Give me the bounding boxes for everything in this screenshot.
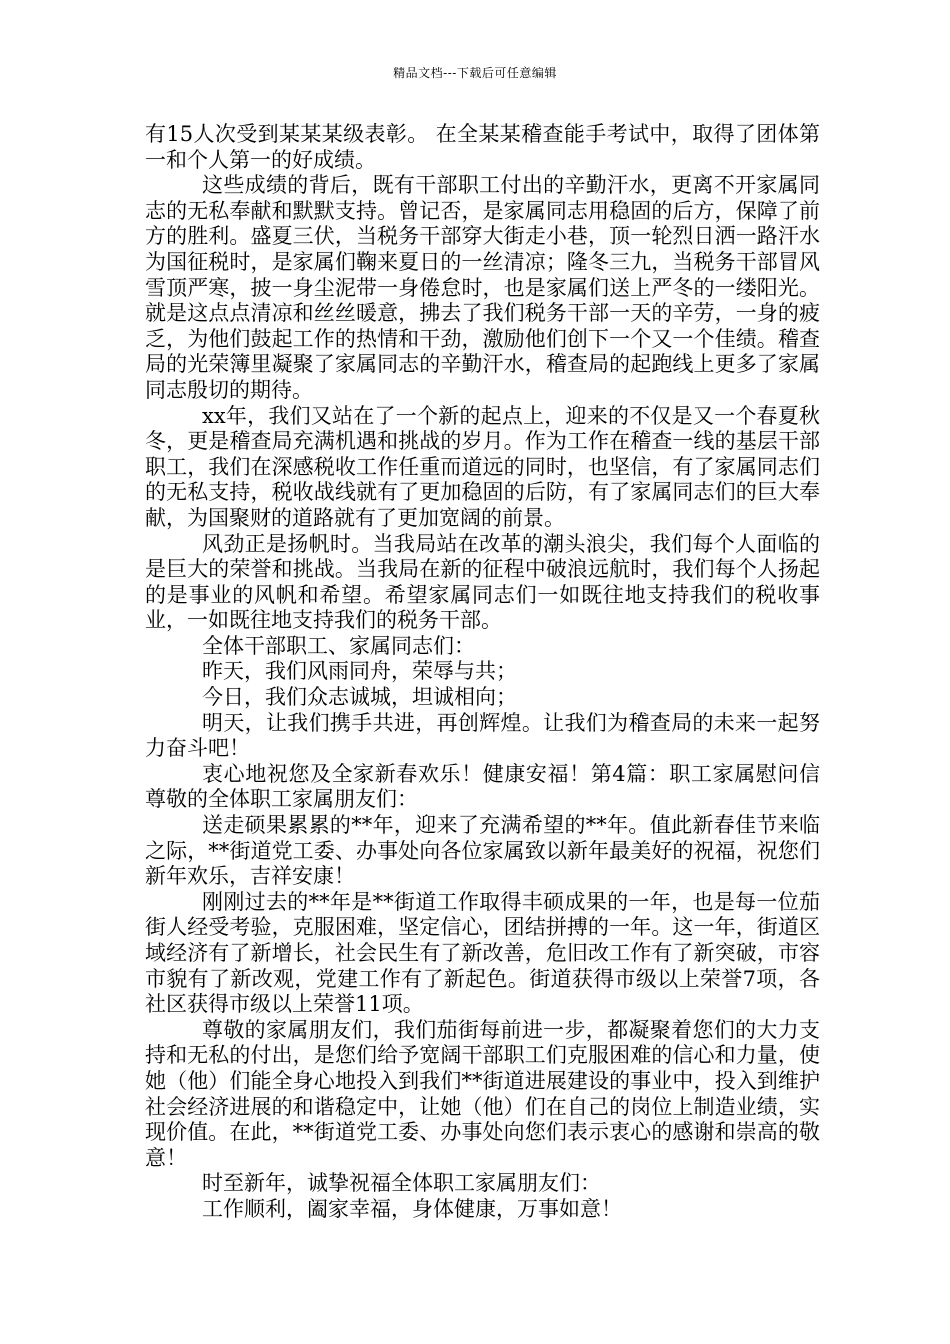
paragraph: 衷心地祝您及全家新春欢乐！健康安福！第4篇：职工家属慰问信尊敬的全体职工家属朋友们： — [145, 761, 820, 812]
paragraph: 今日，我们众志诚城，坦诚相向； — [202, 685, 517, 710]
paragraph: 风劲正是扬帆时。当我局站在改革的潮头浪尖，我们每个人面临的是巨大的荣誉和挑战。当我局在新的征程中破浪远航时，我们每个人扬起的是事业的风帆和希望。希望家属同志们一如既往地支持我们的税收事业，一如既往地支持我们的税务干部。 — [145, 531, 820, 633]
paragraph: 有15人次受到某某某级表彰。 在全某某稽查能手考试中，取得了团体第一和个人第一的好成绩。 — [145, 122, 820, 172]
paragraph: 工作顺利，阖家幸福，身体健康，万事如意！ — [202, 1196, 622, 1221]
paragraph: 时至新年，诚挚祝福全体职工家属朋友们： — [202, 1171, 601, 1196]
paragraph: 明天，让我们携手共进，再创辉煌。让我们为稽查局的未来一起努力奋斗吧！ — [145, 710, 820, 761]
paragraph: 全体干部职工、家属同志们： — [202, 633, 475, 658]
paragraph: 刚刚过去的**年是**街道工作取得丰硕成果的一年，也是每一位茄街人经受考验，克服困难，坚定信心，团结拼搏的一年。这一年，街道区域经济有了新增长，社会民生有了新改善，危旧改工作有了新突破，市容市貌有了新改观，党建工作有了新起色。街道获得市级以上荣誉7项，各社区获得市级以上荣誉11项。 — [145, 889, 820, 1017]
page-header: 精品文档---下载后可任意编辑 — [393, 66, 557, 80]
paragraph: 这些成绩的背后，既有干部职工付出的辛勤汗水，更离不开家属同志的无私奉献和默默支持。曾记否，是家属同志用稳固的后方，保障了前方的胜利。盛夏三伏，当税务干部穿大街走小巷，顶一轮烈日洒一路汗水为国征税时，是家属们鞠来夏日的一丝清凉；隆冬三九，当税务干部冒风雪顶严寒，披一身尘泥带一身倦怠时，也是家属们送上严冬的一缕阳光。就是这点点清凉和丝丝暖意，拂去了我们税务干部一天的辛劳，一身的疲乏，为他们鼓起工作的热情和干劲，激励他们创下一个又一个佳绩。稽查局的光荣簿里凝聚了家属同志的辛勤汗水，稽查局的起跑线上更多了家属同志殷切的期待。 — [145, 173, 820, 402]
paragraph: xx年，我们又站在了一个新的起点上，迎来的不仅是又一个春夏秋冬，更是稽查局充满机遇和挑战的岁月。作为工作在稽查一线的基层干部职工，我们在深感税收工作任重而道远的同时，也坚信，有了家属同志们的无私支持，税收战线就有了更加稳固的后防，有了家属同志们的巨大奉献，为国聚财的道路就有了更加宽阔的前景。 — [145, 403, 820, 530]
paragraph: 昨天，我们风雨同舟，荣辱与共； — [202, 659, 517, 684]
paragraph: 尊敬的家属朋友们，我们茄街每前进一步，都凝聚着您们的大力支持和无私的付出，是您们给予宽阔干部职工们克服困难的信心和力量，使她（他）们能全身心地投入到我们**街道进展建设的事业中，投入到维护社会经济进展的和谐稳定中，让她（他）们在自己的岗位上制造业绩，实现价值。在此，**街道党工委、办事处向您们表示衷心的感谢和崇高的敬意！ — [145, 1017, 820, 1170]
paragraph: 送走硕果累累的**年，迎来了充满希望的**年。值此新春佳节来临之际，**街道党工委、办事处向各位家属致以新年最美好的祝福，祝您们新年欢乐，吉祥安康！ — [145, 813, 820, 889]
document-body — [145, 122, 820, 1223]
